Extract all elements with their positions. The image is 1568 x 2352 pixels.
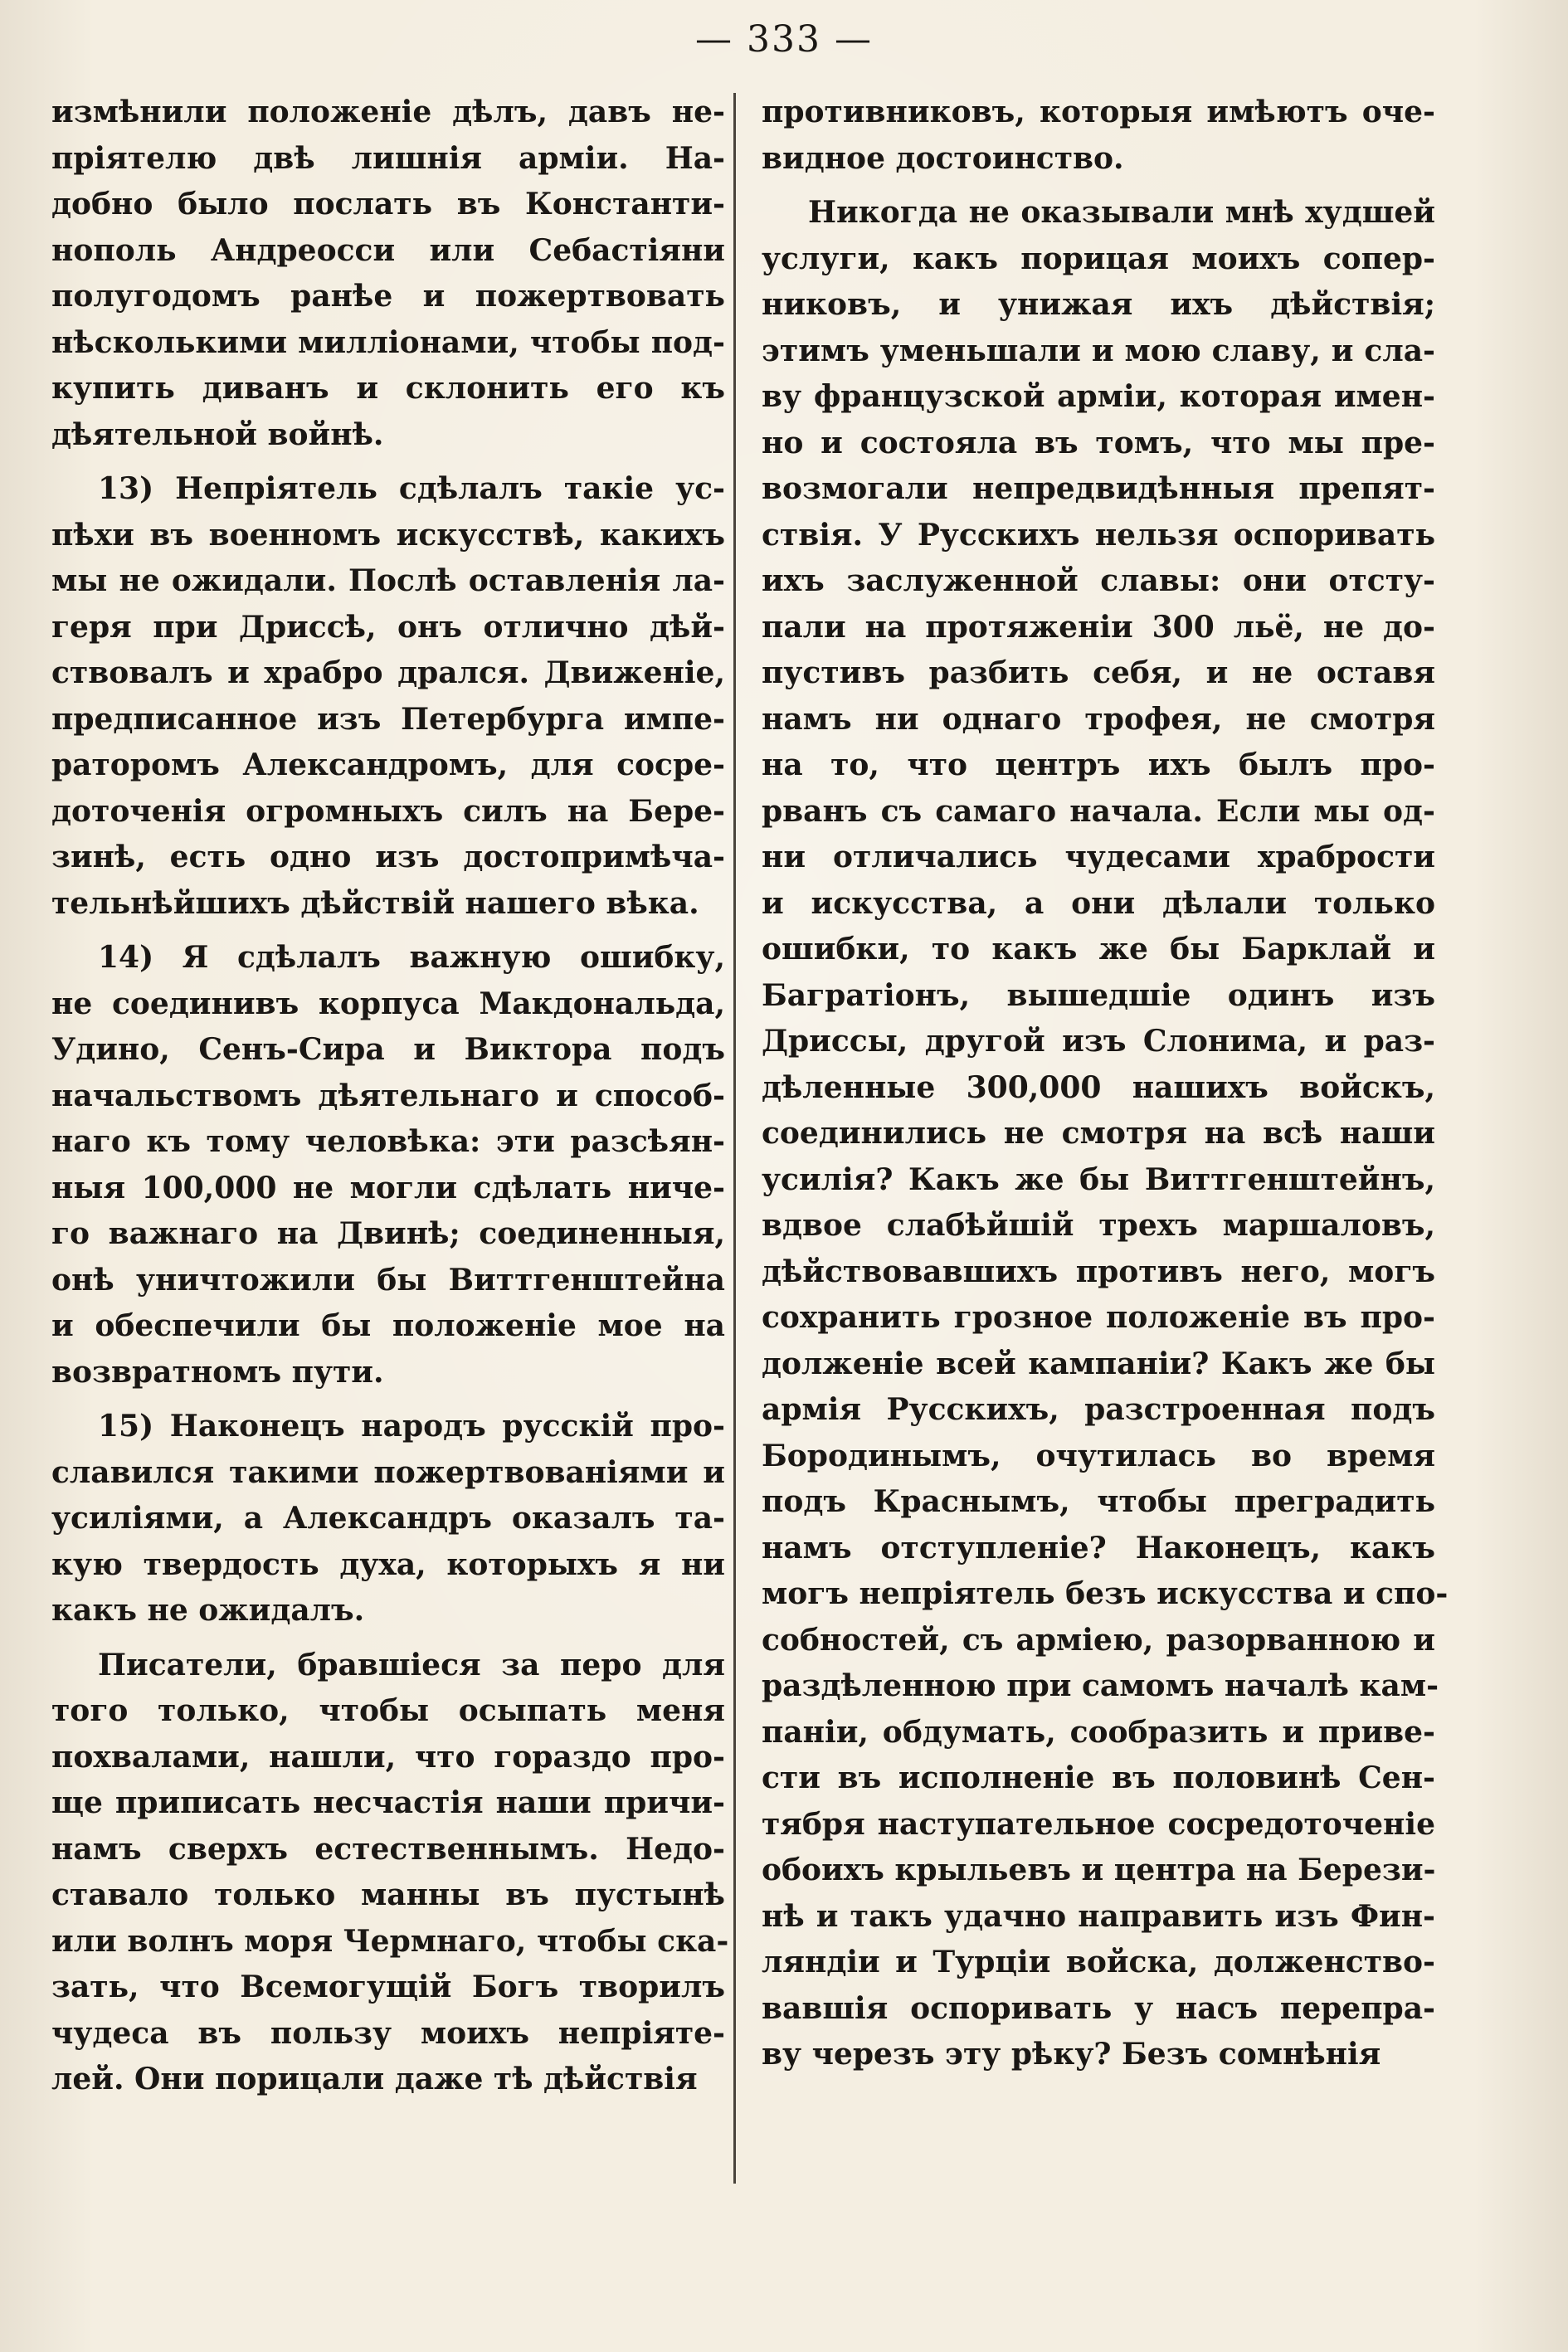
text-line: усиліями, а Александръ оказалъ та- [51, 1501, 725, 1536]
text-line: начальствомъ дѣятельнаго и способ- [51, 1078, 725, 1113]
text-line: ихъ заслуженной славы: они отсту- [762, 563, 1435, 598]
text-line: полугодомъ ранѣе и пожертвовать [51, 279, 725, 314]
text-line: сохранить грозное положеніе въ про- [762, 1300, 1435, 1335]
text-line: наго къ тому человѣка: эти разсѣян- [51, 1124, 725, 1159]
text-line: ще приписать несчастія наши причи- [51, 1785, 725, 1820]
text-line: 15) Наконецъ народъ русскій про- [98, 1409, 725, 1444]
text-line: добно было послать въ Константи- [51, 187, 725, 222]
left-column [51, 90, 729, 2103]
text-line: го важнаго на Двинѣ; соединенныя, [51, 1216, 725, 1251]
text-line: тельнѣйшихъ дѣйствій нашего вѣка. [51, 885, 699, 921]
text-line: ствовалъ и храбро дрался. Движеніе, [51, 655, 725, 690]
text-line: ляндіи и Турціи войска, долженство- [762, 1945, 1435, 1979]
text-line: зинѣ, есть одно изъ достопримѣча- [51, 840, 725, 874]
text-line: собностей, съ арміею, разорванною и [762, 1622, 1435, 1658]
text-line: дѣятельной войнѣ. [51, 416, 384, 452]
right-column [762, 90, 1449, 2078]
text-line: 14) Я сдѣлалъ важную ошибку, [98, 940, 725, 975]
paragraph [762, 190, 1449, 2078]
text-line: доточенія огромныхъ силъ на Бере- [51, 793, 725, 829]
text-line: пріятелю двѣ лишнія арміи. На- [51, 140, 725, 176]
text-line: обоихъ крыльевъ и центра на Берези- [762, 1853, 1436, 1887]
text-line: намъ сверхъ естественнымъ. Недо- [51, 1831, 725, 1867]
text-line: ставало только манны въ пустынѣ [51, 1877, 725, 1912]
text-line: и искусства, а они дѣлали только [762, 885, 1435, 921]
column-divider [733, 93, 736, 2184]
text-line: 13) Непріятель сдѣлалъ такіе ус- [98, 471, 725, 506]
text-line: Бородинымъ, очутилась во время [762, 1438, 1435, 1473]
text-line: или волнъ моря Чермнаго, чтобы ска- [51, 1923, 729, 1959]
page-number: — 333 — [695, 18, 873, 61]
text-line: Дриссы, другой изъ Слонима, и раз- [762, 1024, 1435, 1059]
text-line: раторомъ Александромъ, для сосре- [51, 747, 725, 782]
text-line: усилія? Какъ же бы Виттгенштейнъ, [762, 1161, 1435, 1197]
text-line: кую твердость духа, которыхъ я ни [51, 1546, 725, 1582]
text-line: ошибки, то какъ же бы Барклай и [762, 932, 1435, 967]
paragraph-gap [51, 927, 725, 935]
text-line: возвратномъ пути. [51, 1354, 384, 1390]
text-line: нѣ и такъ удачно направить изъ Фин- [762, 1898, 1435, 1934]
text-line: и обеспечили бы положеніе мое на [51, 1308, 725, 1343]
text-line: купить диванъ и склонить его къ [51, 371, 725, 406]
text-line: но и состояла въ томъ, что мы пре- [762, 425, 1435, 460]
text-line: предписанное изъ Петербурга импе- [51, 701, 725, 737]
text-line: славился такими пожертвованіями и [51, 1454, 725, 1490]
paragraph [51, 1643, 729, 2103]
text-line: могъ непріятель безъ искусства и спо- [762, 1576, 1449, 1611]
text-line: намъ отступленіе? Наконецъ, какъ [762, 1530, 1435, 1566]
text-line: сти въ исполненіе въ половинѣ Сен- [762, 1760, 1435, 1795]
text-line: Удино, Сенъ-Сира и Виктора подъ [51, 1032, 725, 1067]
paragraph-gap [51, 1395, 725, 1404]
text-line: пустивъ разбить себя, и не оставя [762, 655, 1435, 690]
text-line: рванъ съ самаго начала. Если мы од- [762, 793, 1435, 829]
text-line: дѣленные 300,000 нашихъ войскъ, [762, 1069, 1435, 1105]
text-line: ствія. У Русскихъ нельзя оспоривать [762, 517, 1435, 553]
text-line: армія Русскихъ, разстроенная подъ [762, 1392, 1435, 1427]
text-line: ву черезъ эту рѣку? Безъ сомнѣнія [762, 2037, 1381, 2072]
text-line: услуги, какъ порицая моихъ сопер- [762, 241, 1435, 276]
text-line: паніи, обдумать, сообразить и приве- [762, 1714, 1435, 1750]
text-line: нополь Андреосси или Себастіяни [51, 232, 725, 268]
text-line: этимъ уменьшали и мою славу, и сла- [762, 333, 1435, 368]
text-line: тября наступательное сосредоточеніе [762, 1806, 1435, 1842]
text-line: онѣ уничтожили бы Виттгенштейна [51, 1262, 725, 1298]
paragraph [51, 90, 725, 458]
text-line: на то, что центръ ихъ былъ про- [762, 747, 1435, 782]
text-line: раздѣленною при самомъ началѣ кам- [762, 1668, 1439, 1703]
text-line: ву французской арміи, которая имен- [762, 379, 1435, 414]
text-line: лей. Они порицали даже тѣ дѣйствія [51, 2062, 698, 2096]
paragraph-gap [51, 458, 725, 466]
text-line: ныя 100,000 не могли сдѣлать ниче- [51, 1170, 725, 1205]
text-line: ни отличались чудесами храбрости [762, 840, 1435, 874]
text-line: возмогали непредвидѣнныя препят- [762, 471, 1435, 506]
paragraph [51, 1404, 725, 1634]
paragraph-gap [51, 1634, 725, 1643]
text-line: измѣнили положеніе дѣлъ, давъ не- [51, 95, 725, 129]
text-line: какъ не ожидалъ. [51, 1593, 365, 1628]
text-line: чудеса въ пользу моихъ непріяте- [51, 2015, 725, 2051]
text-line: соединились не смотря на всѣ наши [762, 1116, 1435, 1151]
text-line: подъ Краснымъ, чтобы преградить [762, 1484, 1435, 1519]
text-line: противниковъ, которыя имѣютъ оче- [762, 95, 1435, 129]
paragraph [762, 90, 1435, 182]
text-line: никовъ, и унижая ихъ дѣйствія; [762, 287, 1435, 322]
text-line: Никогда не оказывали мнѣ худшей [808, 195, 1435, 230]
text-line: похвалами, нашли, что гораздо про- [51, 1739, 725, 1775]
paragraph-gap [762, 182, 1435, 190]
text-line: Писатели, бравшіеся за перо для [98, 1647, 725, 1682]
text-line: не соединивъ корпуса Макдональда, [51, 986, 725, 1021]
text-line: нѣсколькими милліонами, чтобы под- [51, 324, 725, 360]
paragraph [51, 935, 725, 1395]
paragraph [51, 466, 725, 927]
text-line: пали на протяженіи 300 льё, не до- [762, 609, 1435, 645]
text-line: дѣйствовавшихъ противъ него, могъ [762, 1254, 1435, 1289]
text-line: геря при Дриссѣ, онъ отлично дѣй- [51, 609, 725, 645]
text-line: долженіе всей кампаніи? Какъ же бы [762, 1346, 1435, 1381]
text-line: пѣхи въ военномъ искусствѣ, какихъ [51, 517, 725, 553]
text-line: Багратіонъ, вышедшіе одинъ изъ [762, 977, 1435, 1013]
text-line: видное достоинство. [762, 140, 1124, 176]
text-line: того только, чтобы осыпать меня [51, 1693, 725, 1728]
text-line: зать, что Всемогущій Богъ творилъ [51, 1970, 725, 2004]
text-line: вдвое слабѣйшій трехъ маршаловъ, [762, 1208, 1435, 1243]
text-line: намъ ни однаго трофея, не смотря [762, 701, 1435, 737]
text-line: мы не ожидали. Послѣ оставленія ла- [51, 563, 725, 598]
text-line: вавшія оспоривать у насъ перепра- [762, 1990, 1435, 2026]
